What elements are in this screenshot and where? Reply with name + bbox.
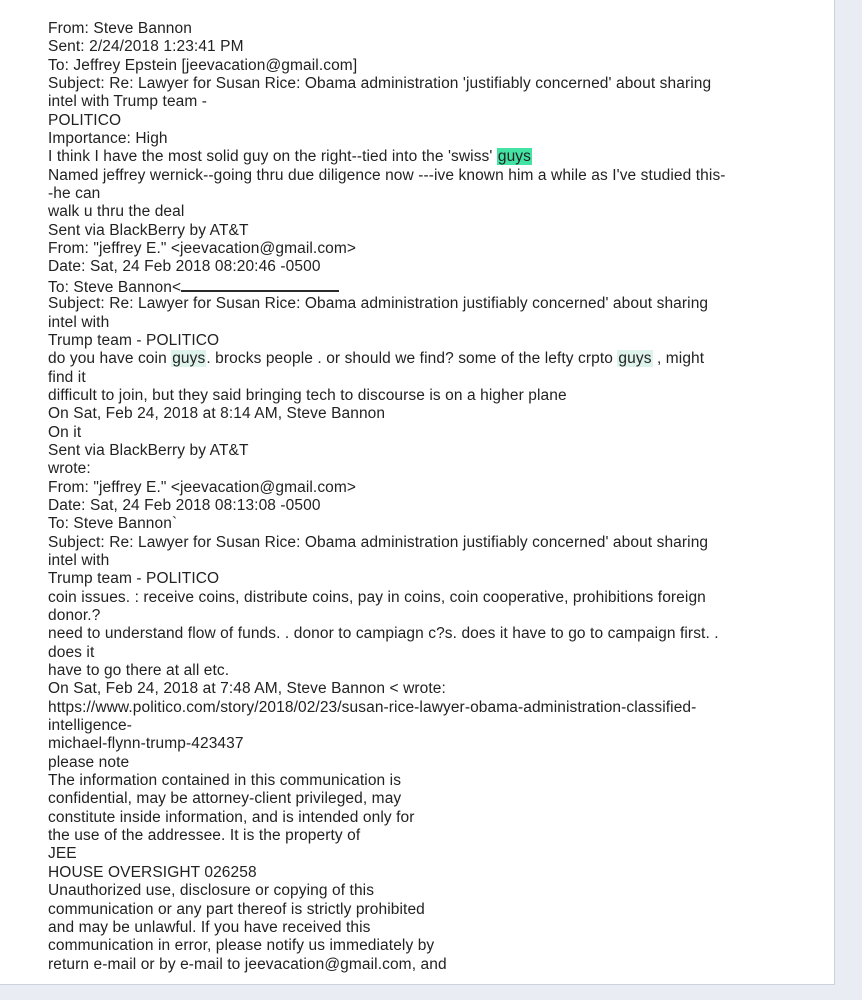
email-text-line bbox=[48, 534, 808, 552]
email-text-line bbox=[48, 919, 808, 937]
text-segment: . brocks people . or should we find? some of the lefty crpto bbox=[206, 350, 618, 368]
email-text-line bbox=[48, 369, 808, 387]
text-segment: find it bbox=[48, 368, 86, 386]
text-segment: please note bbox=[48, 753, 130, 771]
email-text-line bbox=[48, 717, 808, 735]
email-text-line bbox=[48, 277, 808, 295]
text-segment: coin issues. : receive coins, distribute coins, pay in coins, coin cooperative, prohibitions foreign bbox=[48, 588, 706, 606]
text-segment: Sent: 2/24/2018 1:23:41 PM bbox=[48, 38, 244, 56]
text-segment: Trump team - POLITICO bbox=[48, 331, 220, 349]
text-segment: intelligence- bbox=[48, 717, 133, 735]
email-text-line bbox=[48, 75, 808, 93]
text-segment: I think I have the most solid guy on the right--tied into the 'swiss' bbox=[48, 148, 497, 166]
text-segment: Subject: Re: Lawyer for Susan Rice: Obama administration justifiably concerned' about sharing bbox=[48, 295, 709, 313]
text-segment: From: "jeffrey E." <jeevacation@gmail.com> bbox=[48, 240, 357, 258]
text-segment: Trump team - POLITICO bbox=[48, 570, 220, 588]
redacted-underline bbox=[181, 277, 339, 292]
email-text-line bbox=[48, 332, 808, 350]
text-segment: the use of the addressee. It is the property of bbox=[48, 827, 361, 845]
email-text-line bbox=[48, 314, 808, 332]
email-text-line bbox=[48, 405, 808, 423]
text-segment: intel with Trump team - bbox=[48, 93, 208, 111]
text-segment: does it bbox=[48, 643, 95, 661]
text-segment: donor.? bbox=[48, 607, 101, 624]
email-text-line bbox=[48, 772, 808, 790]
text-segment: return e-mail or by e-mail to jeevacation@gmail.com, and bbox=[48, 955, 447, 973]
text-segment: To: Steve Bannon` bbox=[48, 515, 178, 533]
email-text-line bbox=[48, 607, 808, 625]
email-text-line bbox=[48, 845, 808, 863]
email-text-line bbox=[48, 827, 808, 845]
email-text-line bbox=[48, 148, 808, 166]
text-segment: difficult to join, but they said bringing tech to discourse is on a higher plane bbox=[48, 386, 567, 404]
text-segment: The information contained in this communication is bbox=[48, 772, 402, 790]
email-text-line bbox=[48, 864, 808, 882]
email-text-line bbox=[48, 754, 808, 772]
email-text-line bbox=[48, 699, 808, 717]
text-segment: Importance: High bbox=[48, 130, 168, 148]
text-segment: https://www.politico.com/story/2018/02/23/susan-rice-lawyer-obama-administration-classified- bbox=[48, 698, 697, 716]
email-text-line bbox=[48, 38, 808, 56]
text-segment: Sent via BlackBerry by AT&T bbox=[48, 221, 249, 239]
text-segment: communication or any part thereof is strictly prohibited bbox=[48, 900, 425, 918]
text-segment: confidential, may be attorney-client privileged, may bbox=[48, 790, 402, 808]
text-segment: intel with bbox=[48, 313, 110, 331]
text-segment: Named jeffrey wernick--going thru due diligence now ---ive known him a while as I've studied this- bbox=[48, 166, 726, 184]
email-text-line bbox=[48, 735, 808, 753]
text-segment: Unauthorized use, disclosure or copying of this bbox=[48, 882, 375, 900]
email-text-line bbox=[48, 882, 808, 900]
email-text-line bbox=[48, 625, 808, 643]
email-text-line bbox=[48, 809, 808, 827]
text-segment: wrote: bbox=[48, 460, 91, 478]
email-text-line bbox=[48, 442, 808, 460]
email-text-line bbox=[48, 790, 808, 808]
text-segment: intel with bbox=[48, 551, 110, 569]
text-segment: walk u thru the deal bbox=[48, 203, 185, 221]
text-segment: JEE bbox=[48, 845, 77, 863]
text-segment: -he can bbox=[48, 185, 101, 203]
text-segment: need to understand flow of funds. . donor to campiagn c?s. does it have to go to campaign first. . bbox=[48, 625, 719, 643]
text-segment: do you have coin bbox=[48, 350, 172, 368]
email-text-line bbox=[48, 552, 808, 570]
email-text-line bbox=[48, 222, 808, 240]
text-segment: POLITICO bbox=[48, 111, 122, 129]
email-text-line bbox=[48, 240, 808, 258]
email-text-line bbox=[48, 570, 808, 588]
email-text-line bbox=[48, 497, 808, 515]
text-segment: and may be unlawful. If you have received this bbox=[48, 918, 371, 936]
text-segment: Sent via BlackBerry by AT&T bbox=[48, 441, 249, 459]
text-segment: , might bbox=[652, 350, 705, 368]
text-segment: From: "jeffrey E." <jeevacation@gmail.com> bbox=[48, 478, 357, 496]
highlighted-term: guys bbox=[618, 350, 652, 368]
email-text-line bbox=[48, 460, 808, 478]
email-text-line bbox=[48, 93, 808, 111]
email-text-line bbox=[48, 258, 808, 276]
text-segment: On it bbox=[48, 423, 82, 441]
text-segment: Date: Sat, 24 Feb 2018 08:20:46 -0500 bbox=[48, 258, 321, 276]
text-segment: michael-flynn-trump-423437 bbox=[48, 735, 244, 753]
text-segment: From: Steve Bannon bbox=[48, 20, 192, 37]
email-text-line bbox=[48, 57, 808, 75]
email-text-line bbox=[48, 479, 808, 497]
email-text-line bbox=[48, 167, 808, 185]
highlighted-term: guys bbox=[497, 148, 532, 166]
text-segment: have to go there at all etc. bbox=[48, 662, 230, 680]
email-text-line bbox=[48, 937, 808, 955]
text-segment: Subject: Re: Lawyer for Susan Rice: Obama administration justifiably concerned' about sharing bbox=[48, 533, 709, 551]
email-text-line bbox=[48, 295, 808, 313]
text-segment: Date: Sat, 24 Feb 2018 08:13:08 -0500 bbox=[48, 496, 321, 514]
email-text-line bbox=[48, 662, 808, 680]
email-text-line bbox=[48, 112, 808, 130]
email-text-line bbox=[48, 130, 808, 148]
email-text-line bbox=[48, 901, 808, 919]
email-text-line bbox=[48, 680, 808, 698]
email-text-line bbox=[48, 424, 808, 442]
text-segment: On Sat, Feb 24, 2018 at 8:14 AM, Steve Bannon bbox=[48, 405, 386, 423]
text-segment: To: Steve Bannon< bbox=[48, 278, 182, 296]
text-segment: To: Jeffrey Epstein [jeevacation@gmail.com] bbox=[48, 56, 358, 74]
email-text-line bbox=[48, 515, 808, 533]
email-text-line bbox=[48, 589, 808, 607]
email-text-line bbox=[48, 956, 808, 974]
email-text-line bbox=[48, 203, 808, 221]
text-segment: Subject: Re: Lawyer for Susan Rice: Obama administration 'justifiably concerned' about sharing bbox=[48, 75, 712, 93]
text-segment: constitute inside information, and is intended only for bbox=[48, 808, 415, 826]
email-text-line bbox=[48, 644, 808, 662]
text-segment: On Sat, Feb 24, 2018 at 7:48 AM, Steve Bannon < wrote: bbox=[48, 680, 446, 698]
text-segment: HOUSE OVERSIGHT 026258 bbox=[48, 863, 257, 881]
email-text-line bbox=[48, 350, 808, 368]
email-text-line bbox=[48, 387, 808, 405]
text-segment: communication in error, please notify us immediately by bbox=[48, 937, 435, 955]
email-text-line bbox=[48, 185, 808, 203]
email-text-line bbox=[48, 20, 808, 38]
highlighted-term: guys bbox=[172, 350, 206, 368]
